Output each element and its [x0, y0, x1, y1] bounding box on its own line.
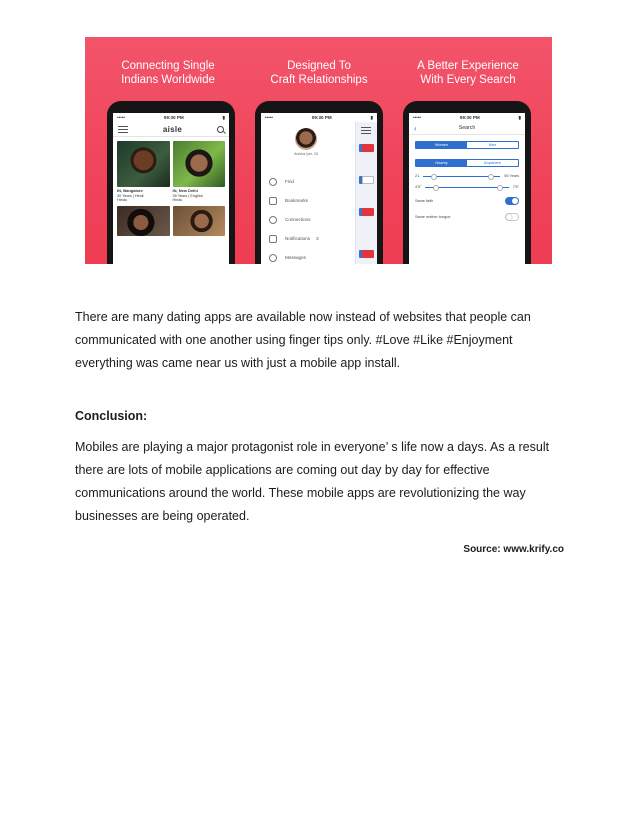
profile-name: Anisha Iyer, 26 — [294, 152, 318, 156]
app-logo: aisle — [162, 124, 183, 134]
banner-caption-2 — [244, 59, 394, 87]
toggle-label: Same mother tongue — [415, 215, 451, 219]
battery-icon: ▮ — [222, 114, 225, 120]
slider-track — [425, 187, 508, 188]
phone-screen — [261, 113, 377, 264]
menu-list — [269, 172, 319, 264]
same-faith-row — [415, 197, 519, 205]
same-mother-tongue-row — [415, 213, 519, 221]
menu-item-messages — [269, 248, 319, 264]
scope-segment — [415, 159, 519, 167]
profile-photo — [173, 206, 226, 236]
menu-item-notifications — [269, 229, 319, 248]
source-credit: Source: www.krify.co — [463, 544, 564, 555]
chat-icon — [269, 254, 277, 262]
paragraph-line: businesses are being operated. — [75, 509, 250, 523]
search-header — [409, 122, 525, 135]
caption-line: Designed To — [287, 60, 351, 72]
slider-track — [423, 176, 500, 177]
caption-line: Craft Relationships — [270, 74, 368, 86]
menu-overlay-edge — [355, 122, 377, 264]
menu-item-label: Notifications — [285, 236, 311, 241]
profile-card — [173, 141, 226, 203]
banner-caption-3 — [393, 59, 543, 87]
status-bar — [261, 113, 377, 122]
profile-card — [117, 206, 170, 238]
segment-option: Nearby — [416, 160, 467, 166]
gender-segment — [415, 141, 519, 149]
side-menu — [261, 122, 377, 264]
phone-screen — [113, 113, 229, 264]
status-time: 09:30 PM — [459, 115, 480, 120]
profile-details: 26 Years | English — [172, 193, 203, 198]
profile-religion: Hindu — [117, 198, 127, 203]
conclusion-paragraph — [75, 436, 565, 528]
bookmark-icon — [269, 197, 277, 205]
message-icon — [362, 144, 374, 152]
menu-item-label: Connections — [285, 217, 311, 222]
conclusion-heading: Conclusion: — [75, 409, 148, 423]
paragraph-line: communicated with one another using finger tips only. #Love #Like #Enjoyment — [75, 333, 513, 347]
message-icon — [362, 208, 374, 216]
app-header — [113, 122, 229, 137]
profile-card — [173, 206, 226, 238]
toggle-switch — [505, 213, 519, 221]
status-bar — [409, 113, 525, 122]
paragraph-line: There are many dating apps are available now instead of websites that people can — [75, 310, 531, 324]
phone-mockup-feed — [107, 101, 235, 264]
profile-photo — [173, 141, 226, 187]
age-max-label: 55 Years — [504, 174, 519, 178]
paragraph-line: there are lots of mobile applications are coming out day by day for effective — [75, 463, 490, 477]
megaphone-icon — [269, 235, 277, 243]
status-time: 09:30 PM — [163, 115, 184, 120]
carrier-indicator: ••••• — [265, 115, 274, 120]
profile-religion: Hindu — [172, 198, 183, 203]
banner-caption-1 — [93, 59, 243, 87]
profile-photo — [117, 206, 170, 236]
profile-grid — [113, 137, 229, 242]
profile-location: IN, New Delhi — [172, 188, 198, 193]
phone-screen — [409, 113, 525, 264]
status-time: 09:30 PM — [311, 115, 332, 120]
caption-line: With Every Search — [420, 74, 516, 86]
menu-item-label: Find — [285, 179, 294, 184]
check-icon — [362, 176, 374, 184]
profile-photo — [117, 141, 170, 187]
phone-mockup-search — [403, 101, 531, 264]
caption-line: A Better Experience — [417, 60, 519, 72]
battery-icon: ▮ — [518, 114, 521, 120]
height-min-label: 4'5" — [415, 185, 422, 189]
menu-icon — [118, 126, 128, 133]
segment-option: Anywhere — [484, 161, 501, 165]
carrier-indicator: ••••• — [413, 115, 422, 120]
age-min-label: 21 — [415, 174, 420, 178]
phone-mockup-menu — [255, 101, 383, 264]
paragraph-line: everything was came near us with just a mobile app install. — [75, 356, 401, 370]
menu-item-label: Bookmarks — [285, 198, 308, 203]
search-icon — [217, 126, 224, 133]
avatar — [295, 128, 317, 150]
back-chevron-icon: ‹ — [414, 124, 417, 133]
promo-banner-image — [85, 37, 552, 264]
profile-details: 30 Years | Hindi — [117, 193, 144, 198]
height-slider — [415, 185, 519, 189]
toggle-label: Same faith — [415, 199, 434, 203]
menu-item-label: Messages — [285, 255, 306, 260]
caption-line: Indians Worldwide — [121, 74, 215, 86]
segment-option: Women — [416, 142, 467, 148]
toggle-switch — [505, 197, 519, 205]
menu-icon — [361, 127, 371, 134]
paragraph-line: Mobiles are playing a major protagonist role in everyone’ s life now a days. As a result — [75, 440, 550, 454]
battery-icon: ▮ — [370, 114, 373, 120]
intro-paragraph — [75, 306, 565, 375]
age-slider — [415, 174, 519, 178]
profile-location: IN, Bangalore — [117, 188, 143, 193]
notification-count: 3 — [316, 236, 319, 241]
message-icon — [362, 250, 374, 258]
menu-item-connections — [269, 210, 319, 229]
paragraph-line: communications around the world. These mobile apps are revolutionizing the way — [75, 486, 526, 500]
height-max-label: 7'6" — [512, 185, 519, 189]
menu-item-find — [269, 172, 319, 191]
location-icon — [269, 178, 277, 186]
segment-option: Men — [488, 143, 497, 147]
people-icon — [269, 216, 277, 224]
menu-item-bookmarks — [269, 191, 319, 210]
carrier-indicator: ••••• — [117, 115, 126, 120]
status-bar — [113, 113, 229, 122]
caption-line: Connecting Single — [121, 60, 215, 72]
profile-card — [117, 141, 170, 203]
search-title: Search — [458, 125, 476, 131]
